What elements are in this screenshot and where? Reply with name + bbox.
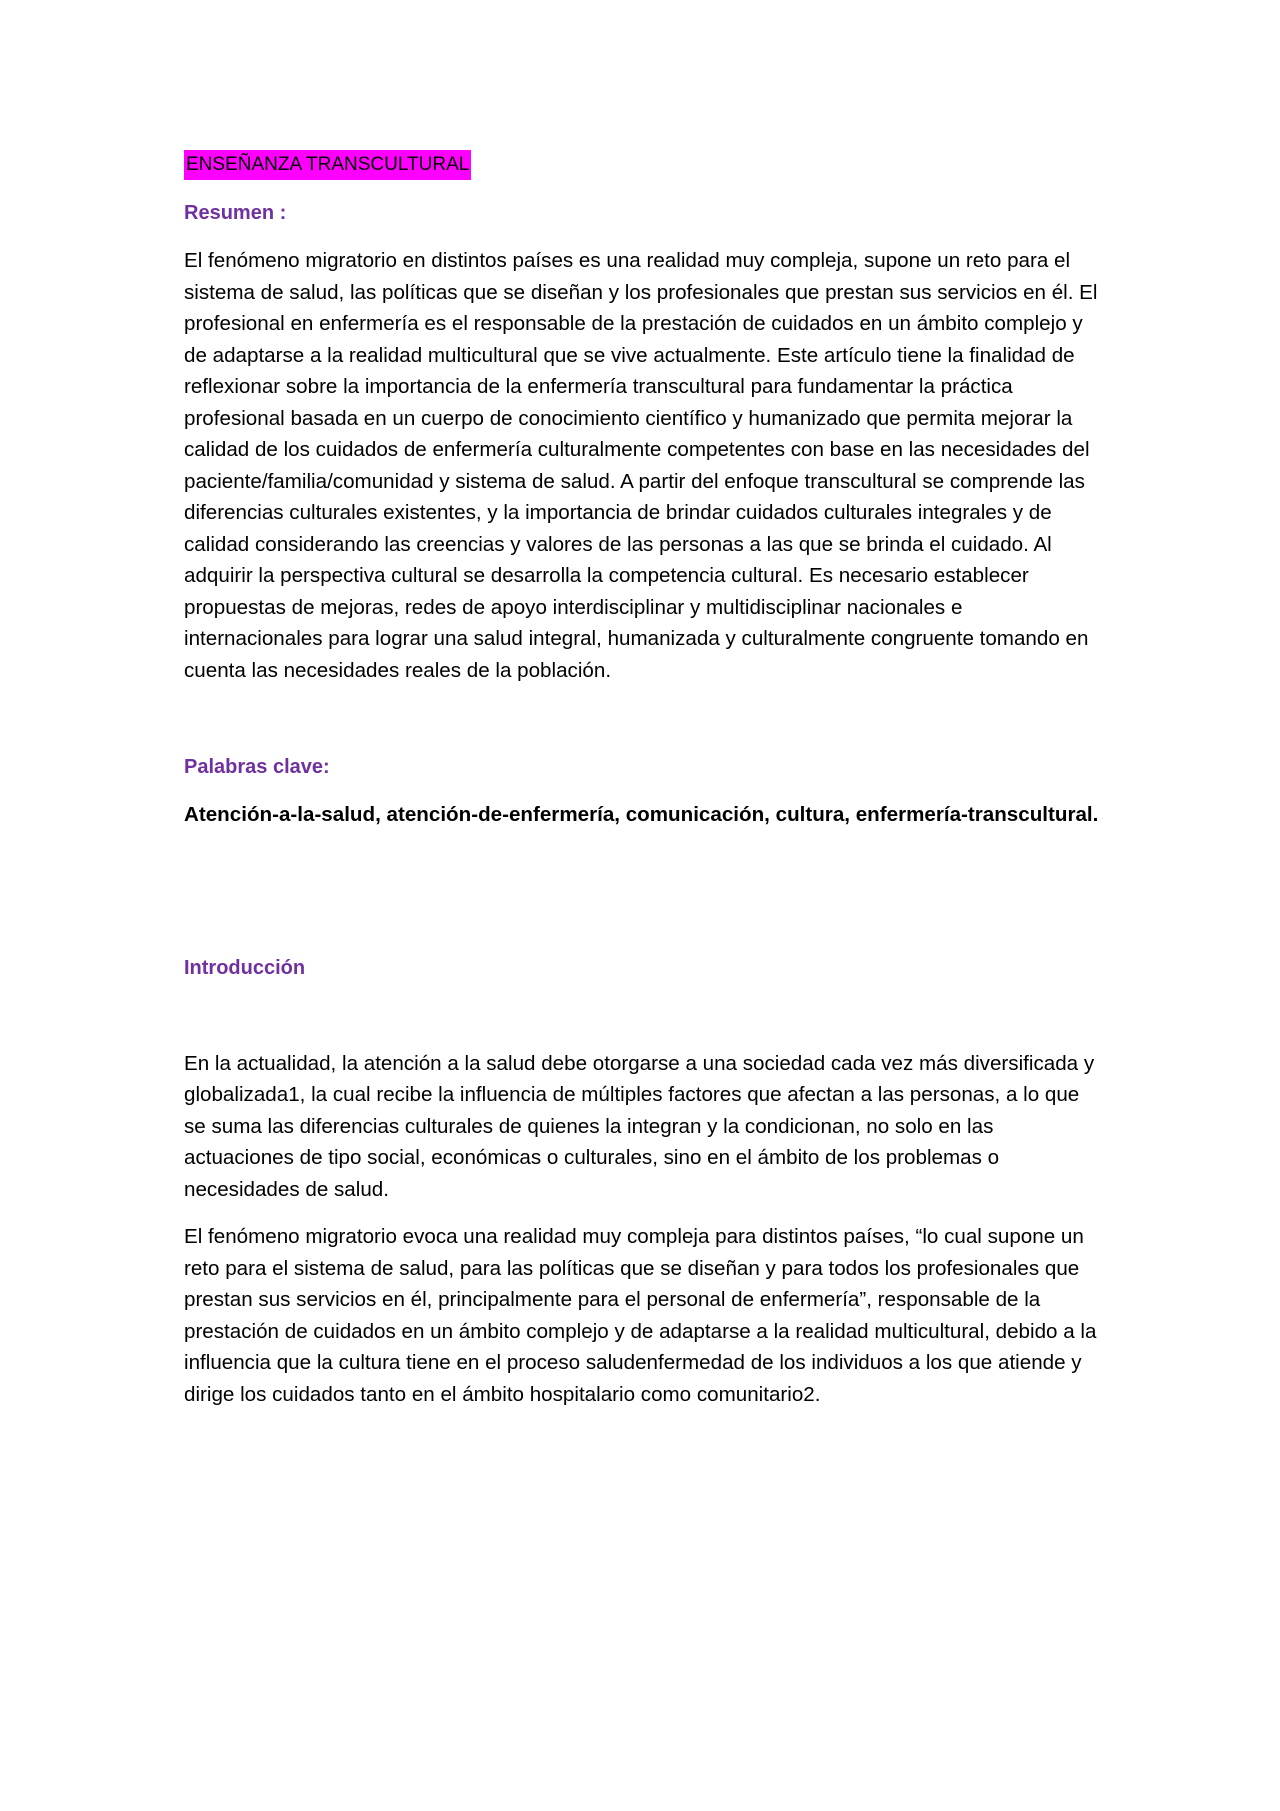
keywords-paragraph: Atención-a-la-salud, atención-de-enfermería, comunicación, cultura, enfermería-transcultural. [184, 803, 1099, 826]
resumen-paragraph: El fenómeno migratorio en distintos países es una realidad muy compleja, supone un reto para el sistema de salud, las políticas que se diseñan y los profesionales que prestan sus servicios en él. El profesional en enfermería es el responsable de la prestación de cuidados en un ámbito complejo y de adaptarse a la realidad multicultural que se vive actualmente. Este artículo tiene la finalidad de reflexionar sobre la importancia de la enfermería transcultural para fundamentar la práctica profesional basada en un cuerpo de conocimiento científico y humanizado que permita mejorar la calidad de los cuidados de enfermería culturalmente competentes con base en las necesidades del paciente/familia/comunidad y sistema de salud. A partir del enfoque transcultural se comprende las diferencias culturales existentes, y la importancia de brindar cuidados culturales integrales y de calidad considerando las creencias y valores de las personas a las que se brinda el cuidado. Al adquirir la perspectiva cultural se desarrolla la competencia cultural. Es necesario establecer propuestas de mejoras, redes de apoyo interdisciplinar y multidisciplinar nacionales e internacionales para lograr una salud integral, humanizada y culturalmente congruente tomando en cuenta las necesidades reales de la población. [184, 249, 1098, 682]
document-title: ENSEÑANZA TRANSCULTURAL [184, 150, 471, 180]
intro-heading: Introducción [184, 956, 306, 979]
document-body [184, 150, 1104, 1410]
resumen-heading: Resumen : [184, 202, 287, 224]
intro-paragraph-1: En la actualidad, la atención a la salud debe otorgarse a una sociedad cada vez más diversificada y globalizada1, la cual recibe la influencia de múltiples factores que afectan a las personas, a lo que se suma las diferencias culturales de quienes la integran y la condicionan, no solo en las actuaciones de tipo social, económicas o culturales, sino en el ámbito de los problemas o necesidades de salud. [184, 1051, 1095, 1201]
keywords-heading: Palabras clave: [184, 756, 330, 778]
intro-paragraph-2: El fenómeno migratorio evoca una realidad muy compleja para distintos países, “lo cual supone un reto para el sistema de salud, para las políticas que se diseñan y para todos los profesionales que prestan sus servicios en él, principalmente para el personal de enfermería”, responsable de la prestación de cuidados en un ámbito complejo y de adaptarse a la realidad multicultural, debido a la influencia que la cultura tiene en el proceso saludenfermedad de los individuos a los que atiende y dirige los cuidados tanto en el ámbito hospitalario como comunitario2. [184, 1225, 1097, 1406]
